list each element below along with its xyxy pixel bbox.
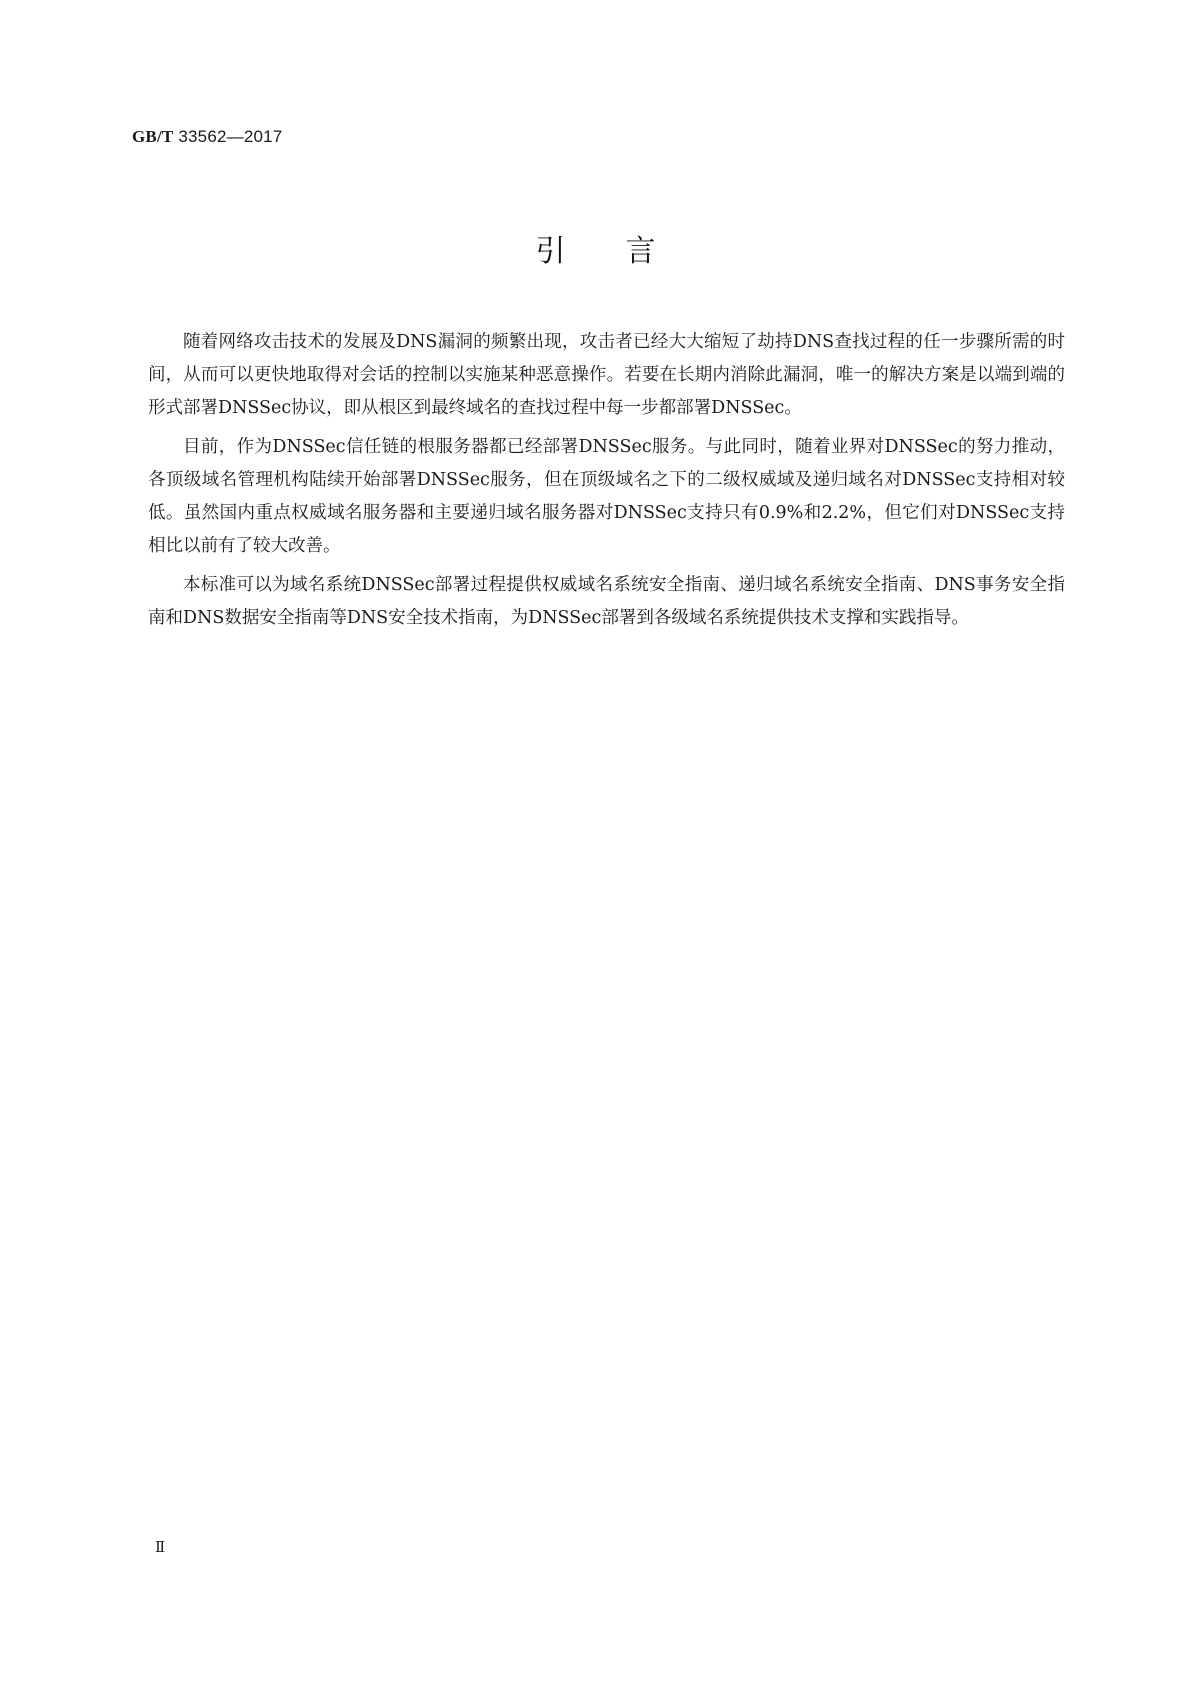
paragraph: 随着网络攻击技术的发展及DNS漏洞的频繁出现，攻击者已经大大缩短了劫持DNS查找过程的任一步骤所需的时间，从而可以更快地取得对会话的控制以实施某种恶意操作。若要在长期内消除此漏洞，唯一的解决方案是以端到端的形式部署DNSSec协议，即从根区到最终域名的查找过程中每一步都部署DNSSec。 — [148, 332, 1065, 418]
section-title: 引言 — [535, 234, 716, 269]
paragraph: 目前，作为DNSSec信任链的根服务器都已经部署DNSSec服务。与此同时，随着业界对DNSSec的努力推动，各顶级域名管理机构陆续开始部署DNSSec服务，但在顶级域名之下的二级权威域及递归域名对DNSSec支持相对较低。虽然国内重点权威域名服务器和主要递归域名服务器对DNSSec支持只有0.9%和2.2%，但它们对DNSSec支持相比以前有了较大改善。 — [148, 437, 1065, 556]
standard-prefix: GB/T — [132, 127, 174, 146]
paragraph: 本标准可以为域名系统DNSSec部署过程提供权威域名系统安全指南、递归域名系统安全指南、DNS事务安全指南和DNS数据安全指南等DNS安全技术指南，为DNSSec部署到各级域名系统提供技术支撑和实践指导。 — [148, 575, 1065, 628]
introduction-body — [148, 326, 1065, 641]
standard-code: 33562—2017 — [178, 127, 283, 146]
standard-number-header — [132, 127, 282, 147]
page-number: Ⅱ — [155, 1540, 166, 1556]
